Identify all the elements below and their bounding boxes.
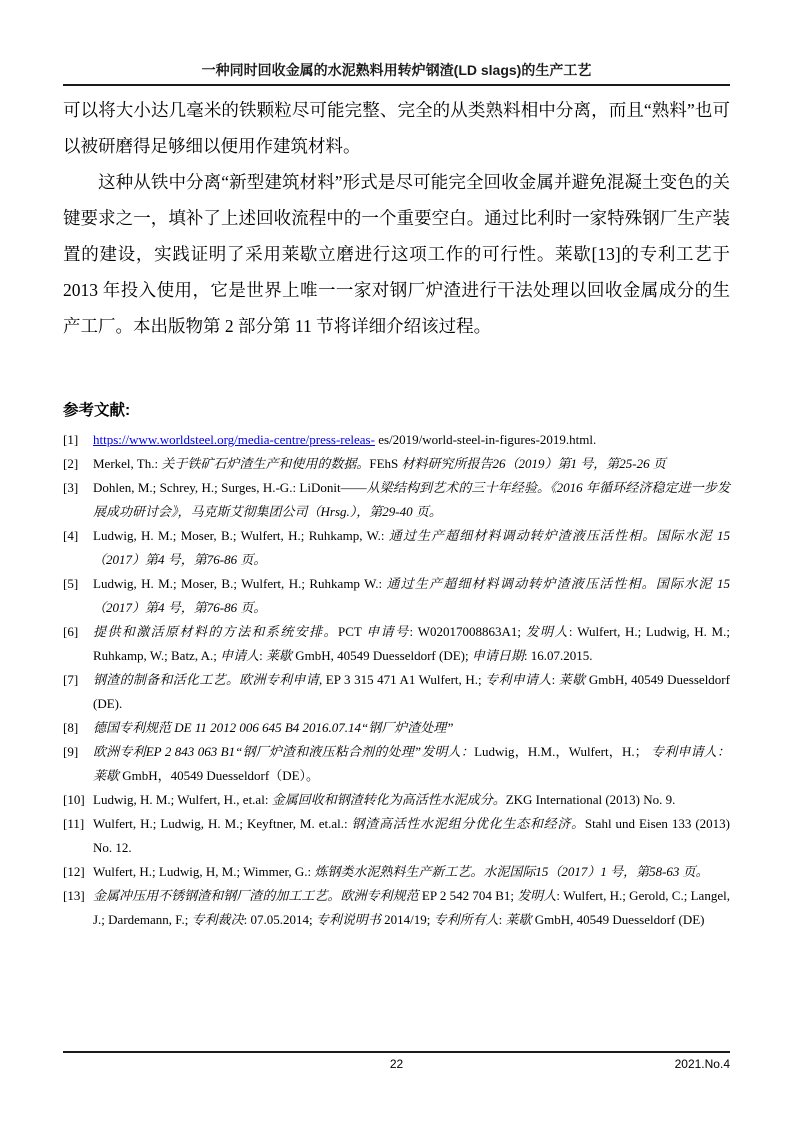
reference-item xyxy=(63,884,730,932)
reference-text: Ludwig, H. M.; Wulfert, H., et.al: xyxy=(93,792,272,807)
reference-item xyxy=(63,452,730,476)
reference-text: 提供和激活原材料的方法和系统安排。 xyxy=(93,624,338,639)
reference-label: [6] xyxy=(63,624,79,639)
reference-label: [11] xyxy=(63,816,85,831)
reference-text: 炼钢类水泥熟料生产新工艺。水泥国际15（2017）1 号，第58-63 页。 xyxy=(314,864,709,879)
reference-item xyxy=(63,716,730,740)
body-paragraph-2: 这种从铁中分离“新型建筑材料”形式是尽可能完全回收金属并避免混凝土变色的关键要求之一，填补了上述回收流程中的一个重要空白。通过比利时一家特殊钢厂生产装置的建设，实践证明了采用莱歇立磨进行这项工作的可行性。莱歇[13]的专利工艺于 2013 年投入使用，它是世界上唯一一家对钢厂炉渣进行干法处理以回收金属成分的生产工厂。本出版物第 2 部分第 11 节将详细介绍该过程。 xyxy=(63,172,730,336)
reference-label: [5] xyxy=(63,576,79,591)
reference-text: 莱歇 xyxy=(266,648,293,663)
reference-text: GmbH, 40549 Duesseldorf (DE) xyxy=(531,912,705,927)
reference-item xyxy=(63,572,730,620)
reference-text: 专利所有人 xyxy=(433,912,499,927)
reference-text: : W02017008863A1; xyxy=(409,624,526,639)
reference-label: [13] xyxy=(63,888,85,903)
reference-text: Dohlen, M.; Schrey, H.; Surges, H.-G.: LiDonit—— xyxy=(93,480,367,495)
references-heading: 参考文献: xyxy=(63,402,131,419)
reference-text: , EP 3 315 471 A1 Wulfert, H.; xyxy=(319,672,486,687)
reference-text: 从梁结构到艺术的三十年经验。《2016 年循环经济稳定进一步发展成功研讨会》，马克斯艾彻集团公司（Hrsg.），第29-40 页。 xyxy=(93,480,730,519)
reference-text: Ludwig, H. M.; Moser, B.; Wulfert, H.; Ruhkamp, W.: xyxy=(93,528,389,543)
reference-text: 专利申请人 xyxy=(485,672,552,687)
document-body xyxy=(63,92,730,344)
reference-item xyxy=(63,524,730,572)
reference-label: [2] xyxy=(63,456,79,471)
reference-item xyxy=(63,476,730,524)
reference-text: ZKG International (2013) No. 9. xyxy=(505,792,676,807)
reference-text: es/2019/world-steel-in-figures-2019.html. xyxy=(374,432,597,447)
reference-label: [1] xyxy=(63,432,79,447)
reference-item xyxy=(63,788,730,812)
reference-text: 专利说明书 xyxy=(315,912,381,927)
reference-text: 申请人 xyxy=(220,648,260,663)
reference-item xyxy=(63,668,730,716)
reference-text: EP 2 542 704 B1; xyxy=(418,888,518,903)
reference-text: PCT xyxy=(337,624,367,639)
reference-text: 通过生产超细材料调动转炉渣液压活性相。国际水泥 15（2017）第4 号，第76-86 页。 xyxy=(93,576,730,615)
reference-item xyxy=(63,740,730,788)
reference-item xyxy=(63,428,730,452)
running-head-title: 一种同时回收金属的水泥熟料用转炉钢渣(LD slags)的生产工艺 xyxy=(201,62,592,78)
reference-text: Wulfert, H.; Ludwig, H, M.; Wimmer, G.: xyxy=(93,864,315,879)
reference-text: 欧洲专利EP 2 843 063 B1“钢厂炉渣和液压粘合剂的处理”发明人： xyxy=(93,744,475,759)
reference-text: 申请号 xyxy=(366,624,410,639)
reference-text: Ludwig, H. M.; Moser, B.; Wulfert, H.; Ruhkamp W.: xyxy=(93,576,387,591)
body-paragraph-1: 可以将大小达几毫米的铁颗粒尽可能完整、完全的从类熟料相中分离，而且“熟料”也可以被研磨得足够细以便用作建筑材料。 xyxy=(63,100,730,156)
reference-text: 莱歇 xyxy=(505,912,532,927)
reference-text: Ludwig，H.M.，Wulfert，H.； xyxy=(474,744,652,759)
reference-text: 金属回收和钢渣转化为高活性水泥成分。 xyxy=(271,792,506,807)
reference-text: : 16.07.2015. xyxy=(523,648,593,663)
reference-link[interactable]: https://www.worldsteel.org/media-centre/press-releas- xyxy=(93,432,375,447)
reference-text: 材料研究所报告26（2019）第1 号，第25-26 页 xyxy=(401,456,666,471)
reference-text: Merkel, Th.: xyxy=(93,456,162,471)
reference-text: : xyxy=(551,672,559,687)
reference-text: : Wulfert, H.; Ludwig, H. M.; Ruhkamp, W.; Batz, A.; xyxy=(93,624,730,663)
reference-text: : Wulfert, H.; Gerold, C.; Langel, J.; Dardemann, F.; xyxy=(93,888,730,927)
reference-text: FEhS xyxy=(369,456,402,471)
reference-text: GmbH，40549 Duesseldorf（DE）。 xyxy=(119,768,320,783)
page-header xyxy=(63,62,730,86)
reference-label: [12] xyxy=(63,864,85,879)
page-footer xyxy=(63,1051,730,1075)
reference-item xyxy=(63,620,730,668)
reference-label: [8] xyxy=(63,720,79,735)
reference-label: [3] xyxy=(63,480,79,495)
reference-text: 钢渣的制备和活化工艺。欧洲专利申请 xyxy=(93,672,319,687)
reference-text: : xyxy=(259,648,267,663)
reference-label: [9] xyxy=(63,744,79,759)
references-section xyxy=(63,400,730,932)
page-number: 22 xyxy=(389,1057,404,1071)
reference-text: 发明人 xyxy=(525,624,569,639)
reference-text: : xyxy=(498,912,506,927)
reference-label: [7] xyxy=(63,672,79,687)
references-list xyxy=(63,428,730,932)
reference-label: [10] xyxy=(63,792,85,807)
reference-text: 2014/19; xyxy=(380,912,434,927)
reference-item xyxy=(63,812,730,860)
reference-text: Wulfert, H.; Ludwig, H. M.; Keyftner, M. et.al.: xyxy=(93,816,352,831)
reference-text: 专利裁决 xyxy=(191,912,244,927)
reference-text: 申请日期 xyxy=(471,648,524,663)
reference-text: 钢渣高活性水泥组分优化生态和经济。 xyxy=(351,816,585,831)
reference-text: Stahl und Eisen 133 (2013) No. 12. xyxy=(93,816,730,855)
reference-text: 关于铁矿石炉渣生产和使用的数据。 xyxy=(161,456,370,471)
issue-label: 2021.No.4 xyxy=(674,1057,730,1071)
reference-text: 莱歇 xyxy=(558,672,586,687)
reference-text: 通过生产超细材料调动转炉渣液压活性相。国际水泥 15（2017）第4 号，第76-86 页。 xyxy=(93,528,730,567)
reference-label: [4] xyxy=(63,528,79,543)
reference-text: 金属冲压用不锈钢渣和钢厂渣的加工工艺。欧洲专利规范 xyxy=(93,888,419,903)
reference-text: 发明人 xyxy=(517,888,557,903)
reference-text: 专利申请人：莱歇 xyxy=(93,744,730,783)
reference-text: : 07.05.2014; xyxy=(243,912,316,927)
reference-text: GmbH, 40549 Duesseldorf (DE); xyxy=(292,648,472,663)
reference-text: GmbH, 40549 Duesseldorf (DE). xyxy=(93,672,730,711)
reference-item xyxy=(63,860,730,884)
reference-text: 德国专利规范 DE 11 2012 006 645 B4 2016.07.14“钢厂炉渣处理” xyxy=(93,720,454,735)
